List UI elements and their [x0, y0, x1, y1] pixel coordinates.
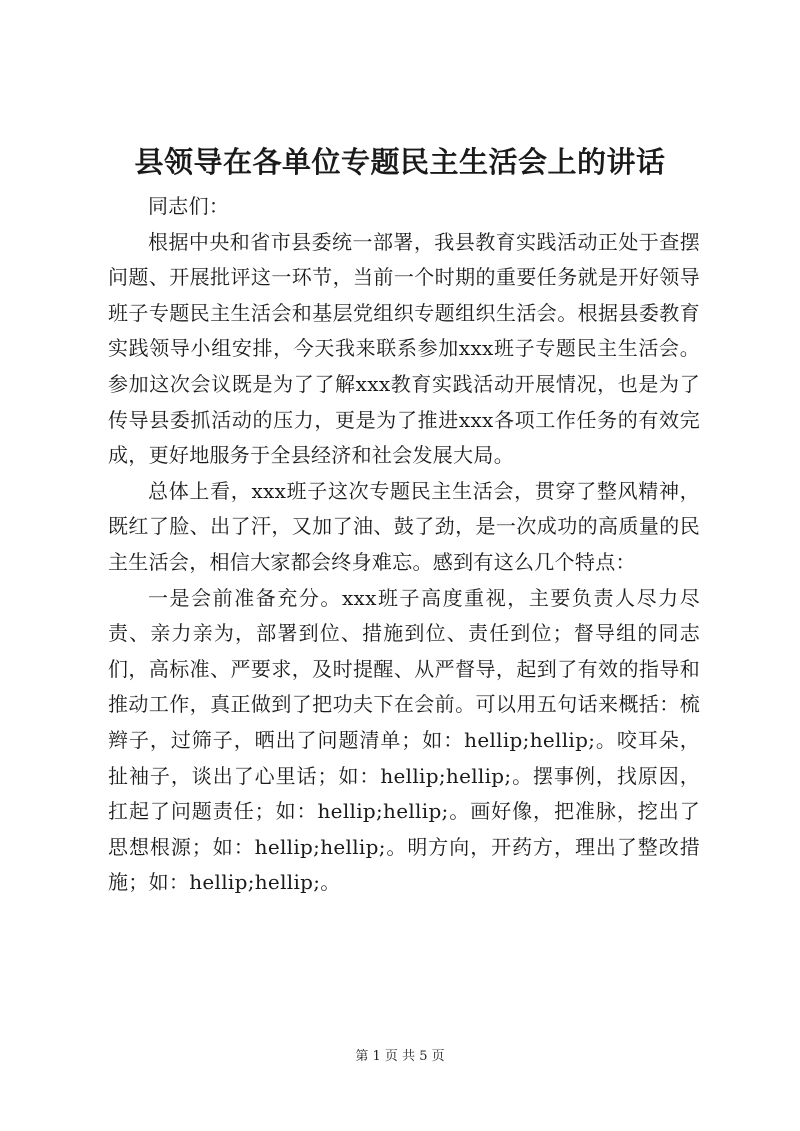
- document-title: 县领导在各单位专题民主生活会上的讲话: [134, 145, 666, 179]
- body-paragraph-1: 根据中央和省市县委统一部署，我县教育实践活动正处于查摆问题、开展批评这一环节，当前一个时期的重要任务就是开好领导班子专题民主生活会和基层党组织专题组织生活会。根据县委教育实践领导小组安排，今天我来联系参加xxx班子专题民主生活会。参加这次会议既是为了了解xxx教育实践活动开展情况，也是为了传导县委抓活动的压力，更是为了推进xxx各项工作任务的有效完成，更好地服务于全县经济和社会发展大局。: [108, 229, 700, 468]
- body-paragraph-3: 一是会前准备充分。xxx班子高度重视，主要负责人尽力尽责、亲力亲为，部署到位、措施到位、责任到位；督导组的同志们，高标准、严要求，及时提醒、从严督导，起到了有效的指导和推动工作，真正做到了把功夫下在会前。可以用五句话来概括：梳辫子，过筛子，晒出了问题清单；如：hellip;hellip;。咬耳朵，扯袖子，谈出了心里话；如：hellip;hellip;。摆事例，找原因，扛起了问题责任；如：hellip;hellip;。画好像，把准脉，挖出了思想根源；如：hellip;hellip;。明方向，开药方，理出了整改措施；如：hellip;hellip;。: [108, 585, 700, 895]
- salutation-paragraph: 同志们：: [148, 194, 230, 218]
- page-number-footer: 第 1 页 共 5 页: [355, 1049, 445, 1064]
- document-body: [108, 189, 700, 901]
- body-paragraph-2: 总体上看，xxx班子这次专题民主生活会，贯穿了整风精神，既红了脸、出了汗，又加了油、鼓了劲，是一次成功的高质量的民主生活会，相信大家都会终身难忘。感到有这么几个特点：: [108, 478, 700, 574]
